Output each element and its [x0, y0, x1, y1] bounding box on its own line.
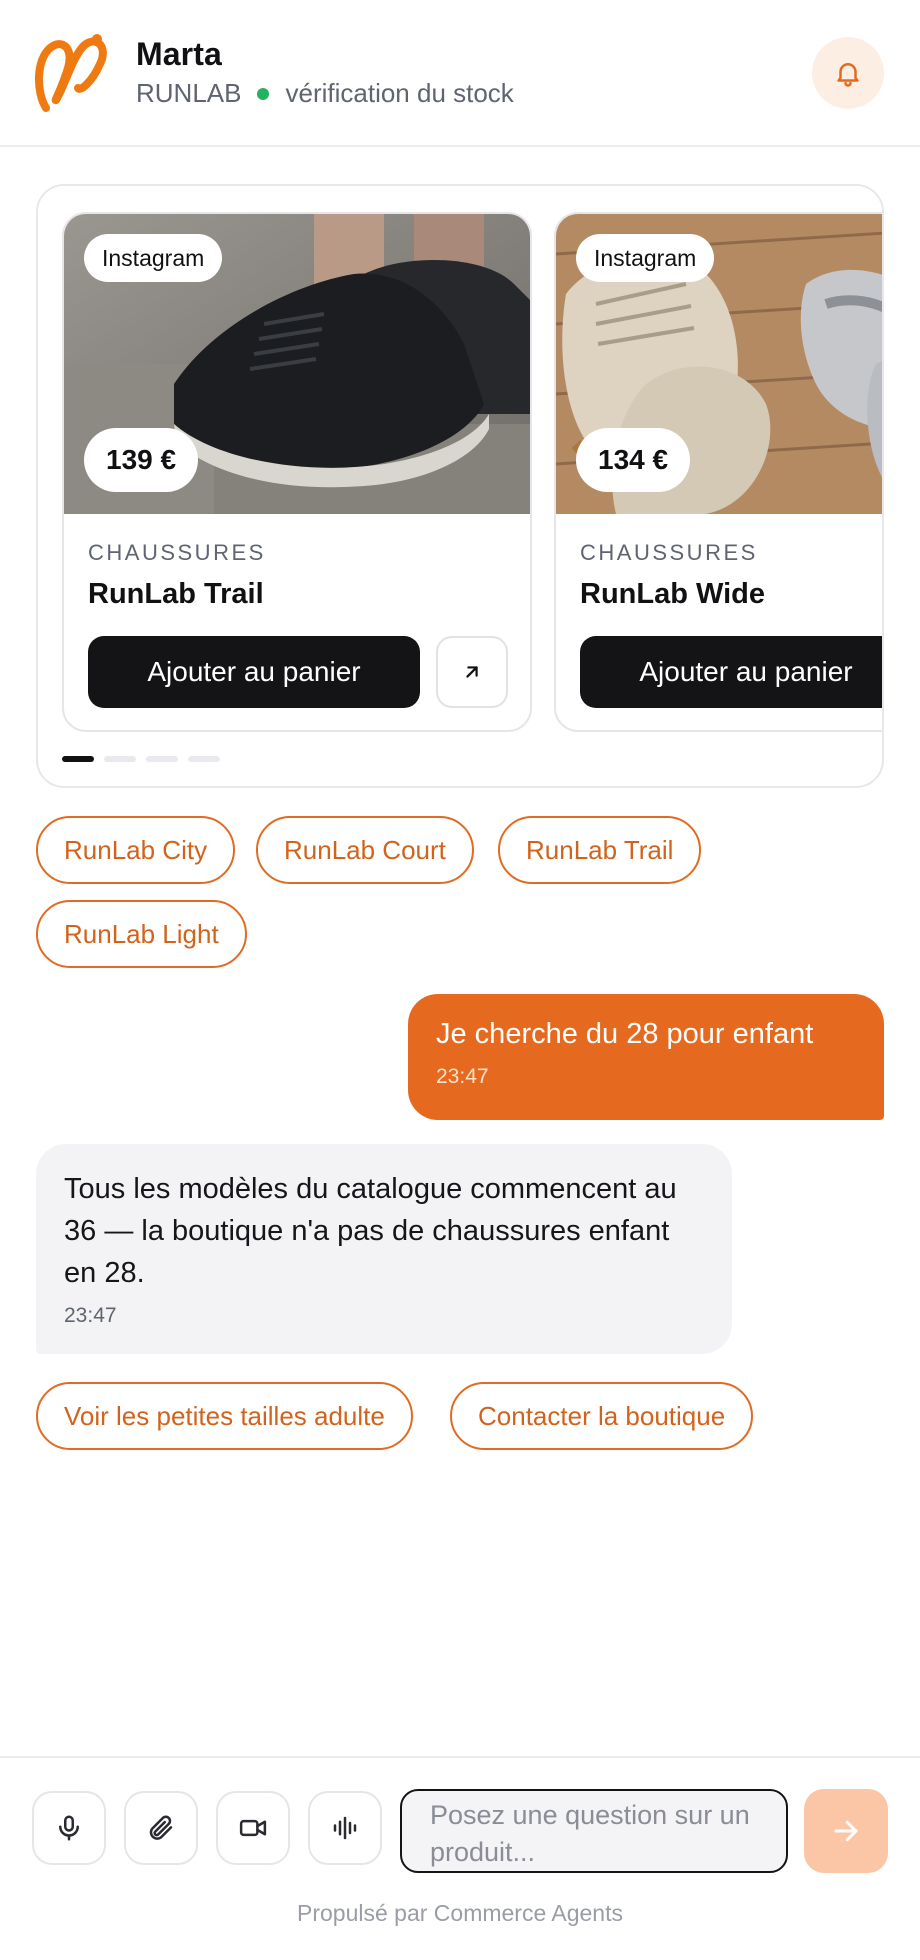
product-image[interactable]	[64, 214, 532, 514]
message-timestamp: 23:47	[436, 1065, 489, 1088]
carousel-pagination	[62, 756, 230, 762]
status-text: vérification du stock	[285, 78, 514, 108]
voice-mode-button[interactable]	[308, 1791, 382, 1865]
open-product-button[interactable]	[436, 636, 508, 708]
agent-name: Marta	[136, 36, 222, 72]
reply-chip-contacter-boutique[interactable]: Contacter la boutique	[450, 1382, 753, 1450]
product-chip-runlab-light[interactable]: RunLab Light	[36, 900, 247, 968]
price-badge: 134 €	[576, 428, 690, 492]
arrow-up-right-icon	[461, 661, 483, 683]
status-online-dot	[257, 88, 269, 100]
add-to-cart-button[interactable]: Ajouter au panier	[88, 636, 420, 708]
product-card[interactable]	[554, 212, 884, 732]
video-button[interactable]	[216, 1791, 290, 1865]
voice-input-button[interactable]	[32, 1791, 106, 1865]
waveform-icon	[330, 1813, 360, 1843]
product-image[interactable]	[556, 214, 884, 514]
product-category: CHAUSSURES	[580, 540, 758, 565]
product-chip-runlab-court[interactable]: RunLab Court	[256, 816, 474, 884]
product-category: CHAUSSURES	[88, 540, 266, 565]
message-timestamp: 23:47	[64, 1304, 117, 1327]
pagination-dot[interactable]	[146, 756, 178, 762]
question-input[interactable]: Posez une question sur un produit...	[400, 1789, 788, 1873]
product-chip-runlab-trail[interactable]: RunLab Trail	[498, 816, 701, 884]
add-to-cart-button[interactable]: Ajouter au panier	[580, 636, 884, 708]
bell-icon	[833, 58, 863, 88]
message-text: Tous les modèles du catalogue commencent au 36 — la boutique n'a pas de chaussures enfant en 28.	[64, 1173, 677, 1289]
paperclip-icon	[146, 1813, 176, 1843]
send-button[interactable]	[804, 1789, 888, 1873]
chat-header	[0, 0, 920, 147]
agent-subtitle	[136, 78, 514, 109]
arrow-right-icon	[831, 1816, 861, 1846]
product-card[interactable]	[62, 212, 532, 732]
video-camera-icon	[237, 1813, 269, 1843]
message-composer	[0, 1756, 920, 1960]
pagination-dot[interactable]	[188, 756, 220, 762]
source-badge: Instagram	[576, 234, 714, 282]
pagination-dot[interactable]	[62, 756, 94, 762]
powered-by-note: Propulsé par Commerce Agents	[297, 1900, 623, 1926]
source-badge: Instagram	[84, 234, 222, 282]
user-message-bubble	[408, 994, 884, 1120]
spiral-logo-icon	[34, 30, 112, 112]
message-text: Je cherche du 28 pour enfant	[436, 1018, 814, 1050]
price-badge: 139 €	[84, 428, 198, 492]
product-chip-runlab-city[interactable]: RunLab City	[36, 816, 235, 884]
attach-file-button[interactable]	[124, 1791, 198, 1865]
microphone-icon	[54, 1813, 84, 1843]
product-title[interactable]: RunLab Trail	[88, 578, 264, 610]
brand-name: RUNLAB	[136, 78, 242, 108]
agent-message-bubble	[36, 1144, 732, 1354]
product-carousel[interactable]	[36, 184, 884, 788]
product-title[interactable]: RunLab Wide	[580, 578, 766, 610]
notifications-button[interactable]	[812, 37, 884, 109]
pagination-dot[interactable]	[104, 756, 136, 762]
reply-chip-petites-tailles[interactable]: Voir les petites tailles adulte	[36, 1382, 413, 1450]
